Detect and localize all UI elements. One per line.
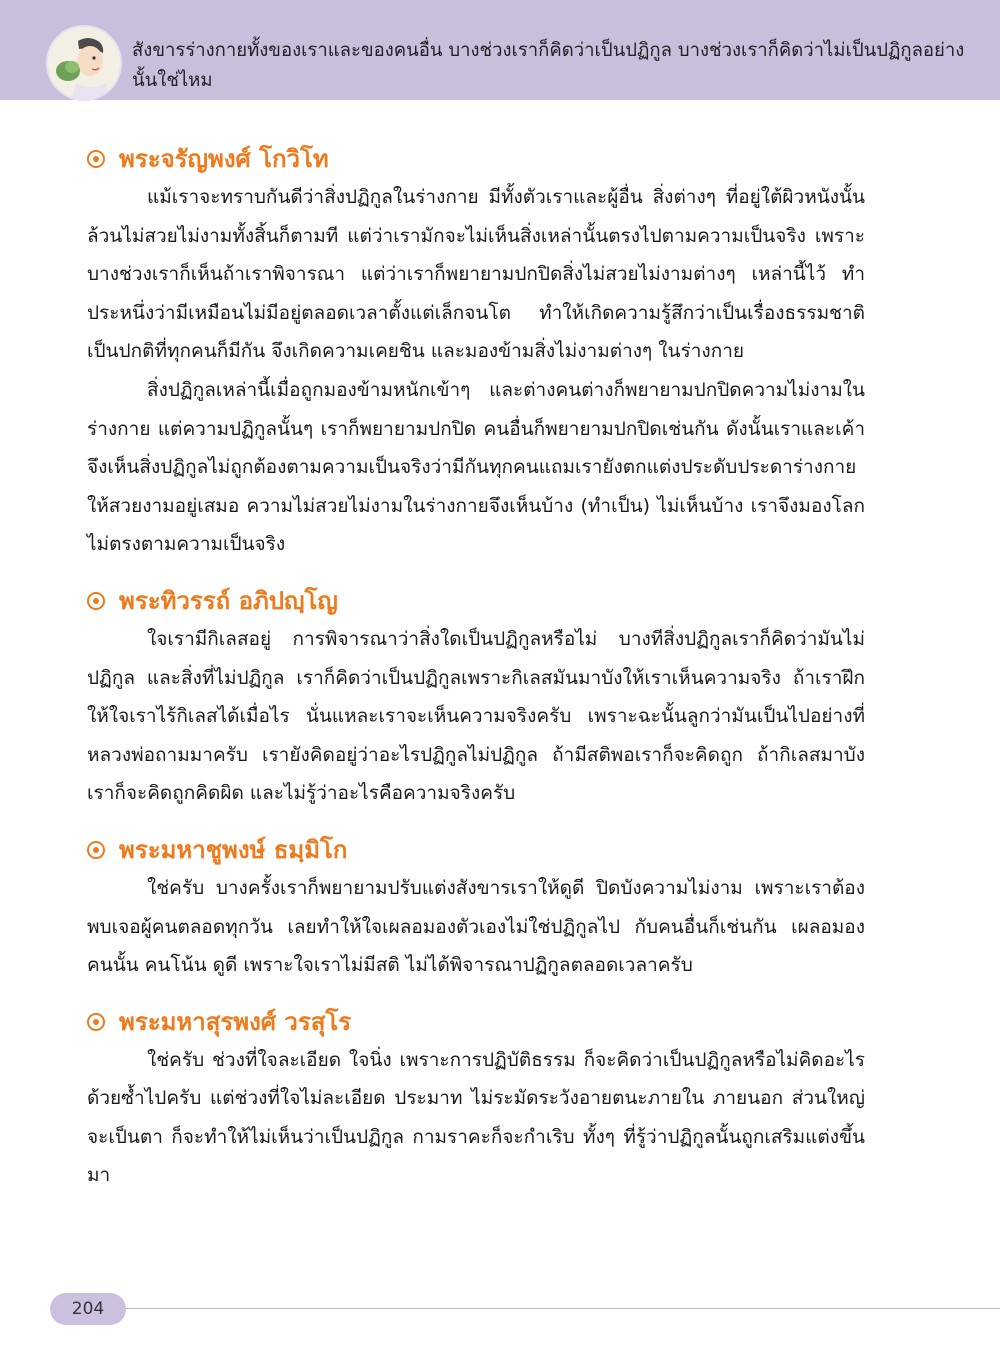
monk-name-heading	[87, 831, 865, 869]
monk-name: พระมหาสุรพงศ์ วรสุโร	[119, 1007, 352, 1036]
header-question: สังขารร่างกายทั้งของเราและของคนอื่น บางช่วงเราก็คิดว่าเป็นปฏิกูล บางช่วงเราก็คิดว่าไม่เป็นปฏิกูลอย่างนั้นใช่ไหม	[132, 40, 965, 91]
answer-section	[87, 1003, 865, 1195]
monk-name: พระมหาชูพงษ์ ธมฺมิโก	[119, 835, 348, 864]
monk-name-heading	[87, 582, 865, 620]
monk-name-heading	[87, 1003, 865, 1041]
monk-name: พระทิวรรถ์ อภิปญฺโญ	[119, 586, 338, 615]
circle-bullet-icon	[87, 841, 105, 859]
answer-paragraph: สิ่งปฏิกูลเหล่านี้เมื่อถูกมองข้ามหนักเข้าๆ และต่างคนต่างก็พยายามปกปิดความไม่งามในร่างกาย แต่ความปฏิกูลนั้นๆ เราก็พยายามปกปิด คนอื่นก็พยายามปกปิดเช่นกัน ดังนั้นเราและเค้าจึงเห็นสิ่งปฏิกูลไม่ถูกต้องตามความเป็นจริงว่ามีกันทุกคนแถมเรายังตกแต่งประดับประดาร่างกายให้สวยงามอยู่เสมอ ความไม่สวยไม่งามในร่างกายจึงเห็นบ้าง (ทำเป็น) ไม่เห็นบ้าง เราจึงมองโลกไม่ตรงตามความเป็นจริง	[87, 378, 865, 556]
answers-list	[87, 140, 865, 1213]
answer-paragraph: แม้เราจะทราบกันดีว่าสิ่งปฏิกูลในร่างกาย มีทั้งตัวเราและผู้อื่น สิ่งต่างๆ ที่อยู่ใต้ผิวหนังนั้นล้วนไม่สวยไม่งามทั้งสิ้นก็ตามที แต่ว่าเรามักจะไม่เห็นสิ่งเหล่านั้นตรงไปตามความเป็นจริง เพราะบางช่วงเราก็เห็นถ้าเราพิจารณา แต่ว่าเราก็พยายามปกปิดสิ่งไม่สวยไม่งามต่างๆ เหล่านี้ไว้ ทำประหนึ่งว่ามีเหมือนไม่มีอยู่ตลอดเวลาตั้งแต่เล็กจนโต ทำให้เกิดความรู้สึกว่าเป็นเรื่องธรรมชาติ เป็นปกติที่ทุกคนก็มีกัน จึงเกิดความเคยชิน และมองข้ามสิ่งไม่งามต่างๆ ในร่างกาย	[87, 186, 865, 363]
answer-section	[87, 831, 865, 985]
answer-paragraph: ใช่ครับ บางครั้งเราก็พยายามปรับแต่งสังขารเราให้ดูดี ปิดบังความไม่งาม เพราะเราต้องพบเจอผู้คนตลอดทุกวัน เลยทำให้ใจเผลอมองตัวเองไม่ใช่ปฏิกูลไป กับคนอื่นก็เช่นกัน เผลอมองคนนั้น คนโน้น ดูดี เพราะใจเราไม่มีสติ ไม่ได้พิจารณาปฏิกูลตลอดเวลาครับ	[87, 876, 865, 977]
page-number: 204	[50, 1293, 126, 1325]
answer-paragraph: ใจเรามีกิเลสอยู่ การพิจารณาว่าสิ่งใดเป็นปฏิกูลหรือไม่ บางทีสิ่งปฏิกูลเราก็คิดว่ามันไม่ปฏิกูล และสิ่งที่ไม่ปฏิกูล เราก็คิดว่าเป็นปฏิกูลเพราะกิเลสมันมาบังให้เราเห็นความจริง ถ้าเราฝึกให้ใจเราไร้กิเลสได้เมื่อไร นั่นแหละเราจะเห็นความจริงครับ เพราะฉะนั้นลูกว่ามันเป็นไปอย่างที่หลวงพ่อถามมาครับ เรายังคิดอยู่ว่าอะไรปฏิกูลไม่ปฏิกูล ถ้ามีสติพอเราก็จะคิดถูก ถ้ากิเลสมาบังเราก็จะคิดถูกคิดผิด และไม่รู้ว่าอะไรคือความจริงครับ	[87, 627, 865, 805]
answer-section	[87, 582, 865, 813]
child-illustration-icon	[48, 27, 120, 99]
answer-paragraph: ใช่ครับ ช่วงที่ใจละเอียด ใจนิ่ง เพราะการปฏิบัติธรรม ก็จะคิดว่าเป็นปฏิกูลหรือไม่คิดอะไรด้วยซ้ำไปครับ แต่ช่วงที่ใจไม่ละเอียด ประมาท ไม่ระมัดระวังอายตนะภายใน ภายนอก ส่วนใหญ่จะเป็นตา ก็จะทำให้ไม่เห็นว่าเป็นปฏิกูล กามราคะก็จะกำเริบ ทั้งๆ ที่รู้ว่าปฏิกูลนั้นถูกเสริมแต่งขึ้นมา	[87, 1048, 865, 1187]
header-band	[0, 0, 1000, 100]
circle-bullet-icon	[87, 592, 105, 610]
answer-section	[87, 140, 865, 564]
footer-divider	[120, 1308, 1000, 1309]
circle-bullet-icon	[87, 1013, 105, 1031]
circle-bullet-icon	[87, 150, 105, 168]
monk-name-heading	[87, 140, 865, 178]
monk-name: พระจรัญพงศ์ โกวิโท	[119, 145, 329, 173]
